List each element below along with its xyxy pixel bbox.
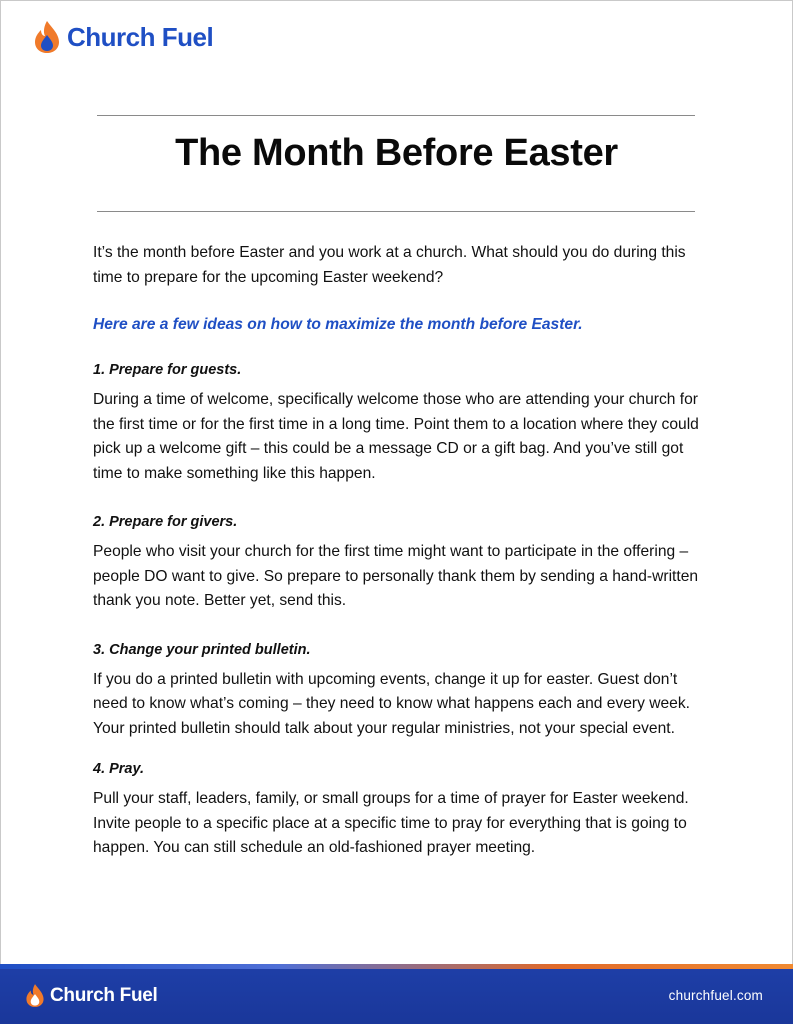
intro-paragraph: It’s the month before Easter and you work at a church. What should you do during this time to prepare for the upcoming Easter weekend?: [93, 244, 686, 286]
section-heading-givers: 2. Prepare for givers.: [93, 514, 238, 530]
section-heading-pray: 4. Pray.: [93, 761, 145, 777]
section-body-guests: During a time of welcome, specifically welcome those who are attending your church for the first time or for the first time in a long time. Point them to a location where they could pick up a welcome gift – this could be a message CD or a gift bag. And you’ve still got time to make something like this happen.: [93, 391, 699, 482]
footer-logo[interactable]: [25, 983, 158, 1008]
title-bottom-rule: [97, 211, 695, 212]
section-heading-guests: 1. Prepare for guests.: [93, 362, 242, 378]
document-body: [93, 241, 713, 861]
section-body-bulletin: If you do a printed bulletin with upcoming events, change it up for easter. Guest don’t need to know what’s coming – they need to know what happens each and every week. Your printed bulletin should talk about your regular ministries, not your special event.: [93, 670, 690, 737]
footer-accent-stripe: [0, 964, 793, 969]
ideas-highlight: Here are a few ideas on how to maximize the month before Easter.: [93, 316, 583, 333]
header-logo-text: Church Fuel: [67, 21, 214, 52]
header-logo[interactable]: [33, 17, 213, 57]
title-top-rule: [97, 115, 695, 116]
footer-logo-text: Church Fuel: [50, 984, 158, 1006]
section-body-pray: Pull your staff, leaders, family, or small groups for a time of prayer for Easter weekend. Invite people to a specific place at a specific time to pray for everything that is going to happen. You can still schedule an old-fashioned prayer meeting.: [93, 790, 689, 856]
footer-url-link[interactable]: churchfuel.com: [668, 988, 763, 1003]
footer-flame-drop-icon: [25, 983, 45, 1008]
section-body-givers: People who visit your church for the first time might want to participate in the offering – people DO want to give. So prepare to personally thank them by sending a hand-written thank you note. Better yet, send this.: [93, 543, 699, 609]
page-title: The Month Before Easter: [175, 132, 618, 174]
footer-bar: [0, 964, 793, 1024]
flame-drop-icon: [33, 20, 61, 54]
section-heading-bulletin: 3. Change your printed bulletin.: [93, 641, 311, 658]
